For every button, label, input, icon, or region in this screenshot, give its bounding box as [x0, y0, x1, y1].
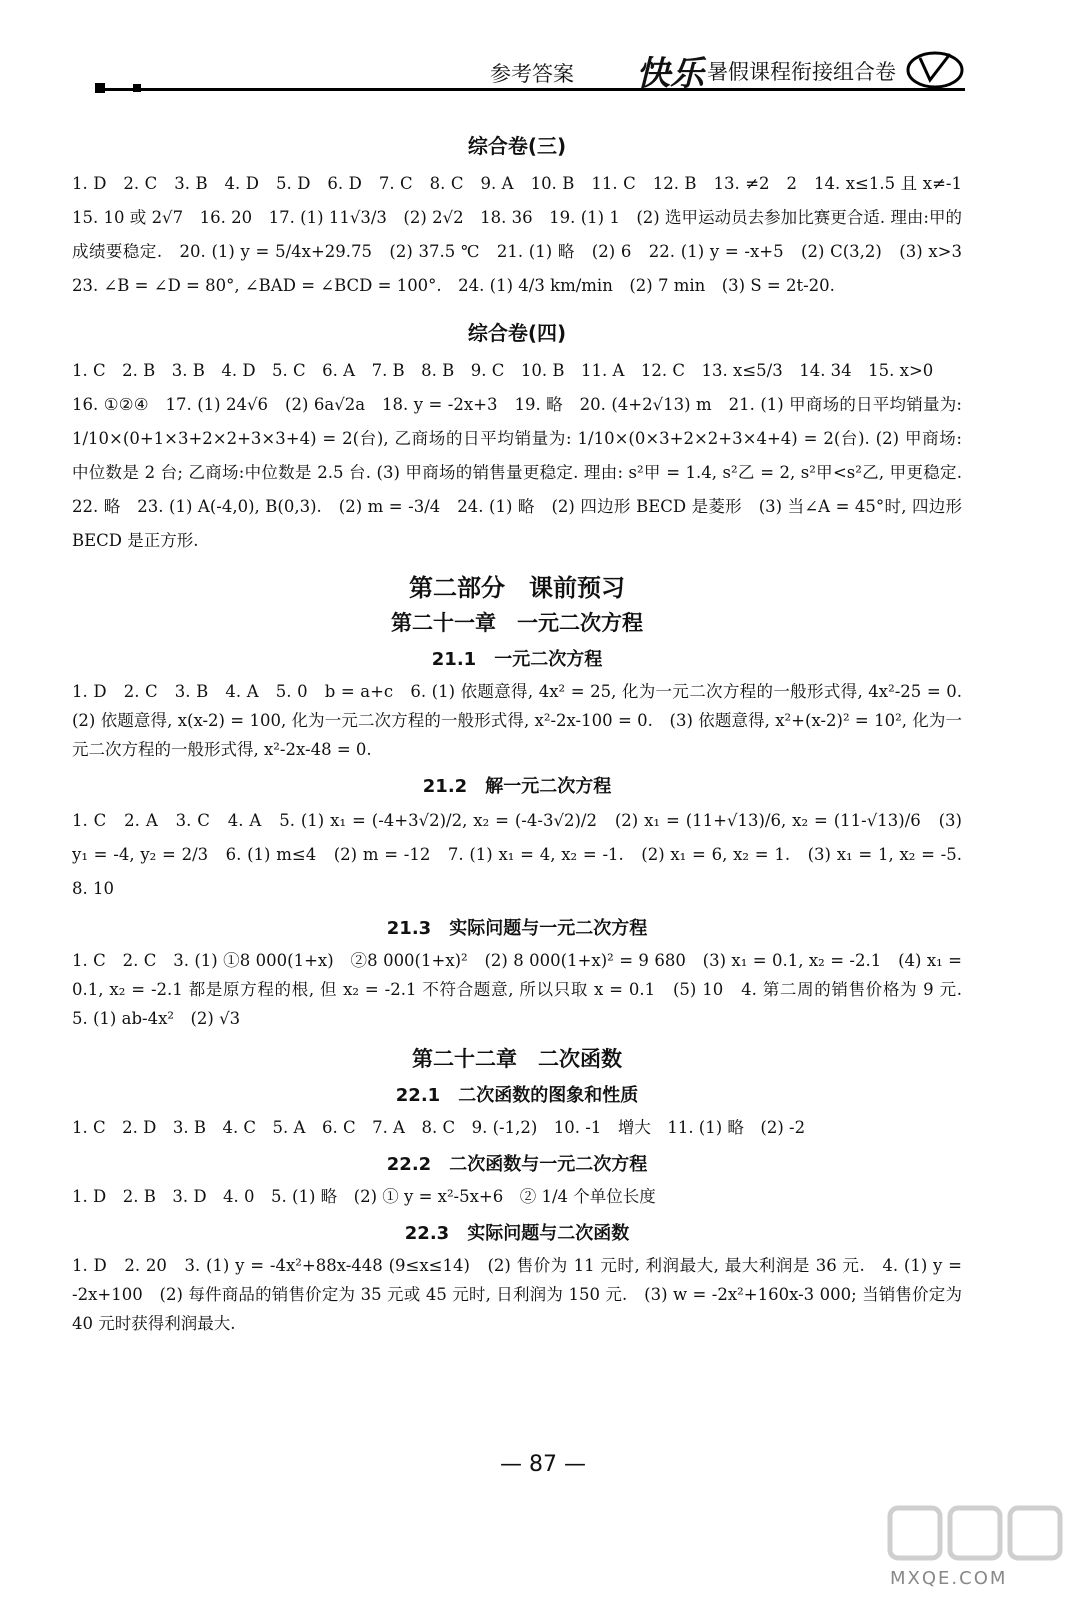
- answer-content: [72, 120, 979, 1338]
- section-answers: 1. C 2. B 3. B 4. D 5. C 6. A 7. B 8. B 9. C 10. B 11. A 12. C 13. x≤5/3 14. 34 15. x>0: [72, 361, 934, 380]
- subsection-answers: 1. D 2. B 3. D 4. 0 5. (1) 略 (2) ① y = x²-5x+6 ② 1/4 个单位长度: [72, 1187, 656, 1206]
- header-brand: 快乐: [636, 54, 704, 94]
- header-bullet: [133, 84, 141, 92]
- section-title: 综合卷(三): [467, 134, 567, 158]
- page-header: [0, 40, 1086, 110]
- header-series-title: 暑假课程衔接组合卷: [707, 60, 896, 84]
- subsection-title: 21.1 一元二次方程: [431, 649, 603, 670]
- header-bullet: [95, 83, 105, 93]
- section-title: 综合卷(四): [467, 321, 567, 345]
- watermark-text: MXQE.COM: [890, 1568, 1008, 1589]
- header-answer-label: 参考答案: [490, 62, 574, 86]
- subsection-answers: 1. C 2. D 3. B 4. C 5. A 6. C 7. A 8. C 9. (-1,2) 10. -1 增大 11. (1) 略 (2) -2: [72, 1118, 806, 1137]
- subsection-title: 22.2 二次函数与一元二次方程: [386, 1154, 648, 1175]
- section-answers: 1. D 2. C 3. B 4. D 5. D 6. D 7. C 8. C 9. A 10. B 11. C 12. B 13. ≠2 2 14. x≤1.5 且 x≠-1 15. 10 或 2√7 16. 20 17. (1) 11√3/3 (2) 2√2 18. 36 19. (1) 1 (2) 选甲运动员去参加比赛更合适. 理由:甲的成绩要稳定. 20. (1) y = 5/4x+29.75 (2) 37.5 ℃ 21. (1) 略 (2) 6 22. (1) y = -x+5 (2) C(3,2) (3) x>3 23. ∠B = ∠D = 80°, ∠BAD = ∠BCD = 100°. 24. (1) 4/3 km/min (2) 7 min (3) S = 2t-20.: [72, 174, 979, 295]
- subsection-title: 21.3 实际问题与一元二次方程: [386, 918, 648, 939]
- section-answers: 16. ①②④ 17. (1) 24√6 (2) 6a√2a 18. y = -2x+3 19. 略 20. (4+2√13) m 21. (1) 甲商场的日平均销量为: 1/10×(0+1×3+2×2+3×3+4) = 2(台), 乙商场的日平均销量为: 1/10×(0×3+2×2+3×4+4) = 2(台). (2) 甲商场:中位数是 2 台; 乙商场:中位数是 2.5 台. (3) 甲商场的销售量更稳定. 理由: s²甲 = 1.4, s²乙 = 2, s²甲<s²乙, 甲更稳定. 22. 略 23. (1) A(-4,0), B(0,3). (2) m = -3/4 24. (1) 略 (2) 四边形 BECD 是菱形 (3) 当∠A = 45°时, 四边形 BECD 是正方形.: [72, 395, 979, 550]
- subsection-answers: 1. D 2. 20 3. (1) y = -4x²+88x-448 (9≤x≤14) (2) 售价为 11 元时, 利润最大, 最大利润是 36 元. 4. (1) y = -2x+100 (2) 每件商品的销售价定为 35 元或 45 元时, 日利润为 150 元. (3) w = -2x²+160x-3 000; 当销售价定为 40 元时获得利润最大.: [72, 1256, 962, 1333]
- chapter-title: 第二十二章 二次函数: [412, 1047, 622, 1071]
- subsection-title: 22.1 二次函数的图象和性质: [395, 1085, 639, 1106]
- subsection-answers: 1. D 2. C 3. B 4. A 5. 0 b = a+c 6. (1) 依题意得, 4x² = 25, 化为一元二次方程的一般形式得, 4x²-25 = 0. (2) 依题意得, x(x-2) = 100, 化为一元二次方程的一般形式得, x²-2x-100 = 0. (3) 依题意得, x²+(x-2)² = 10², 化为一元二次方程的一般形式得, x²-2x-48 = 0.: [72, 682, 979, 759]
- subsection-title: 21.2 解一元二次方程: [422, 776, 612, 797]
- book-logo-icon: [906, 46, 964, 90]
- subsection-title: 22.3 实际问题与二次函数: [404, 1223, 630, 1244]
- page-number: — 87 —: [500, 1452, 586, 1477]
- header-rule: [95, 88, 965, 91]
- subsection-answers: 1. C 2. C 3. (1) ①8 000(1+x) ②8 000(1+x)² (2) 8 000(1+x)² = 9 680 (3) x₁ = 0.1, x₂ = -2.1 (4) x₁ = 0.1, x₂ = -2.1 都是原方程的根, 但 x₂ = -2.1 不符合题意, 所以只取 x = 0.1 (5) 10 4. 第二周的销售价格为 9 元. 5. (1) ab-4x² (2) √3: [72, 951, 979, 1028]
- subsection-answers: 1. C 2. A 3. C 4. A 5. (1) x₁ = (-4+3√2)/2, x₂ = (-4-3√2)/2 (2) x₁ = (11+√13)/6, x₂ = (11-√13)/6 (3) y₁ = -4, y₂ = 2/3 6. (1) m≤4 (2) m = -12 7. (1) x₁ = 4, x₂ = -1. (2) x₁ = 6, x₂ = 1. (3) x₁ = 1, x₂ = -5. 8. 10: [72, 811, 979, 898]
- chapter-title: 第二十一章 一元二次方程: [391, 611, 643, 635]
- part-title: 第二部分 课前预习: [409, 574, 625, 602]
